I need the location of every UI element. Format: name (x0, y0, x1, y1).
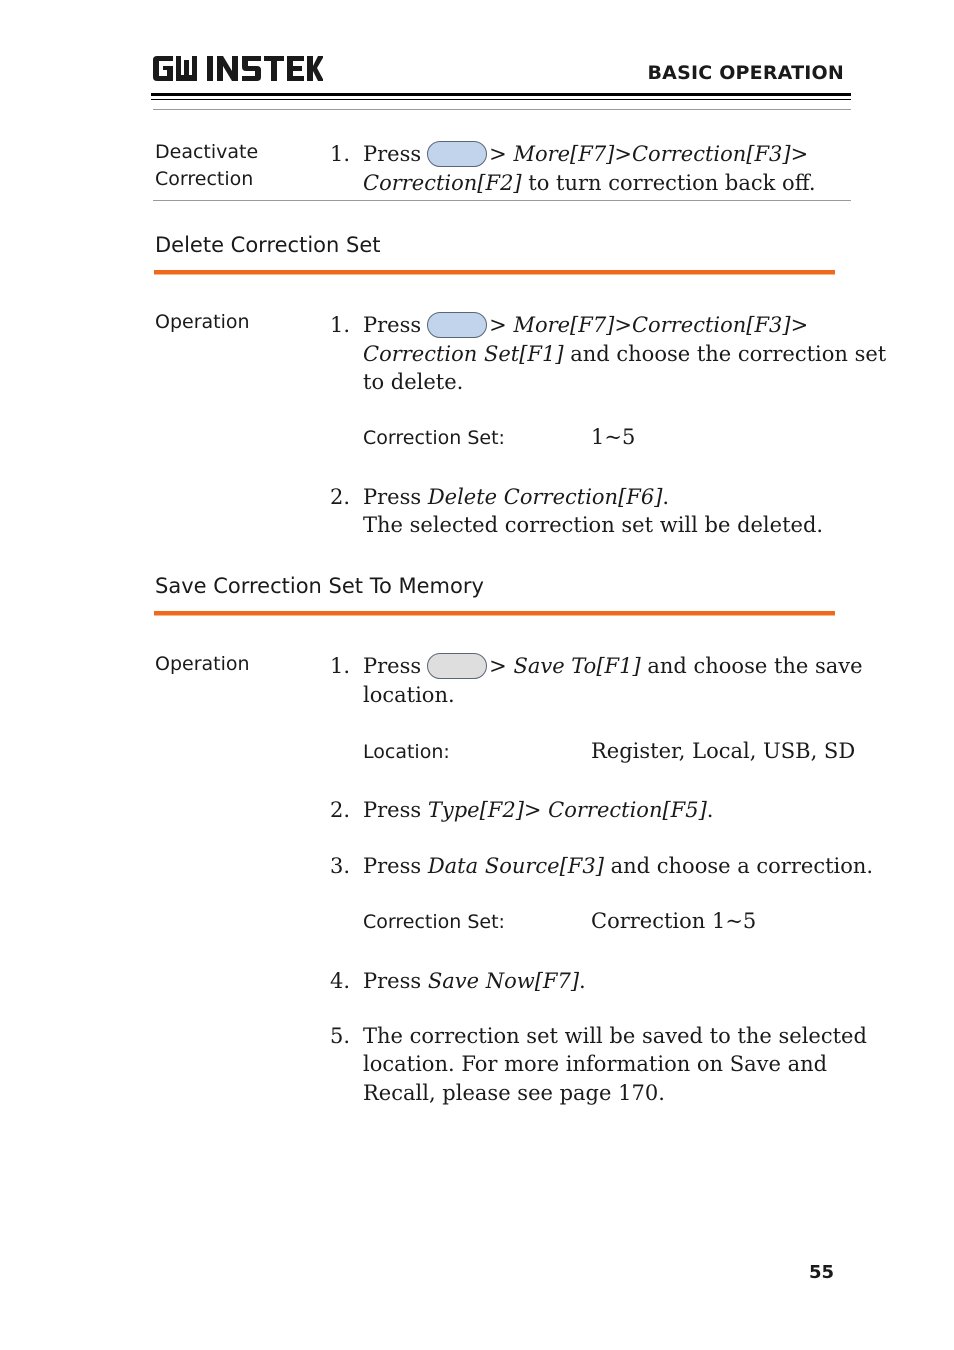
delete-section-title: Delete Correction Set (155, 233, 381, 257)
press-text: Press (363, 313, 422, 337)
step-number: 1. (330, 313, 351, 337)
gw-instek-logo (153, 56, 323, 82)
menu-path: Save Now[F7] (427, 969, 580, 993)
param-value: 1~5 (591, 425, 636, 449)
delete-step2-line2: The selected correction set will be deleted. (363, 513, 824, 537)
menu-path: Delete Correction[F6] (427, 485, 663, 509)
param-label: Correction Set: (363, 911, 505, 933)
operation-label: Operation (155, 653, 250, 675)
menu-path: Correction[F3] (631, 313, 791, 337)
save-step5-line1: The correction set will be saved to the selected (363, 1024, 867, 1048)
orange-rule-shadow (154, 615, 835, 616)
delete-step2-line1: Press Delete Correction[F6]. (363, 485, 670, 509)
save-key-icon (427, 653, 487, 679)
operation-label: Operation (155, 311, 250, 333)
header-rule-thick (151, 93, 851, 96)
deactivate-label-line1: Deactivate (155, 141, 259, 163)
press-text: Press (363, 798, 428, 822)
save-step1-line1: Press > Save To[F1] and choose the save (363, 654, 863, 678)
menu-path: More[F7] (513, 313, 615, 337)
menu-path: Correction Set[F1] (363, 342, 564, 366)
delete-step1-line2 (363, 340, 886, 369)
instruction-text: and choose the correction set (563, 342, 887, 366)
delete-step1-line3: to delete. (363, 370, 464, 394)
header-rule-thin (151, 99, 851, 100)
press-text: Press (363, 485, 428, 509)
param-value: Register, Local, USB, SD (591, 739, 856, 763)
deactivate-label (155, 139, 258, 193)
press-text: Press (363, 142, 422, 166)
param-value: Correction 1~5 (591, 909, 757, 933)
param-label: Location: (363, 741, 450, 763)
step-number: 3. (330, 854, 351, 878)
press-text: Press (363, 969, 428, 993)
page-number: 55 (808, 1262, 834, 1283)
step-number: 2. (330, 798, 351, 822)
instruction-text: and choose a correction. (603, 854, 874, 878)
menu-path: Correction[F2] (363, 171, 522, 195)
save-step1-line2: location. (363, 683, 455, 707)
press-text: Press (363, 654, 422, 678)
function-key-icon (427, 312, 487, 338)
save-step4: Press Save Now[F7]. (363, 969, 586, 993)
save-section-title: Save Correction Set To Memory (155, 574, 484, 598)
step-number: 5. (330, 1024, 351, 1048)
param-label: Correction Set: (363, 427, 505, 449)
deactivate-step1-line2 (363, 169, 816, 198)
header-section-title: BASIC OPERATION (647, 62, 844, 84)
press-text: Press (363, 854, 428, 878)
step-number: 1. (330, 654, 351, 678)
instruction-text: and choose the save (640, 654, 863, 678)
delete-step1-line1: Press > More[F7]>Correction[F3]> (363, 313, 809, 337)
menu-path: Correction[F3] (631, 142, 791, 166)
function-key-icon (427, 141, 487, 167)
menu-path: Type[F2] (427, 798, 524, 822)
menu-path: Data Source[F3] (427, 854, 604, 878)
deactivate-step1-line1: Press > More[F7]>Correction[F3]> (363, 142, 809, 166)
header-rule-grey (153, 109, 851, 110)
save-step5-line3: Recall, please see page 170. (363, 1081, 665, 1105)
orange-rule-shadow (154, 274, 835, 275)
save-step3 (363, 852, 873, 881)
menu-path: Correction[F5] (548, 798, 707, 822)
instruction-text: to turn correction back off. (521, 171, 816, 195)
deactivate-label-line2: Correction (155, 168, 254, 190)
step-number: 1. (330, 142, 351, 166)
save-step5-line2: location. For more information on Save and (363, 1052, 828, 1076)
menu-path: More[F7] (513, 142, 615, 166)
save-step2: Press Type[F2]> Correction[F5]. (363, 798, 714, 822)
menu-path: Save To[F1] (513, 654, 641, 678)
section-divider (153, 200, 851, 201)
step-number: 4. (330, 969, 351, 993)
step-number: 2. (330, 485, 351, 509)
